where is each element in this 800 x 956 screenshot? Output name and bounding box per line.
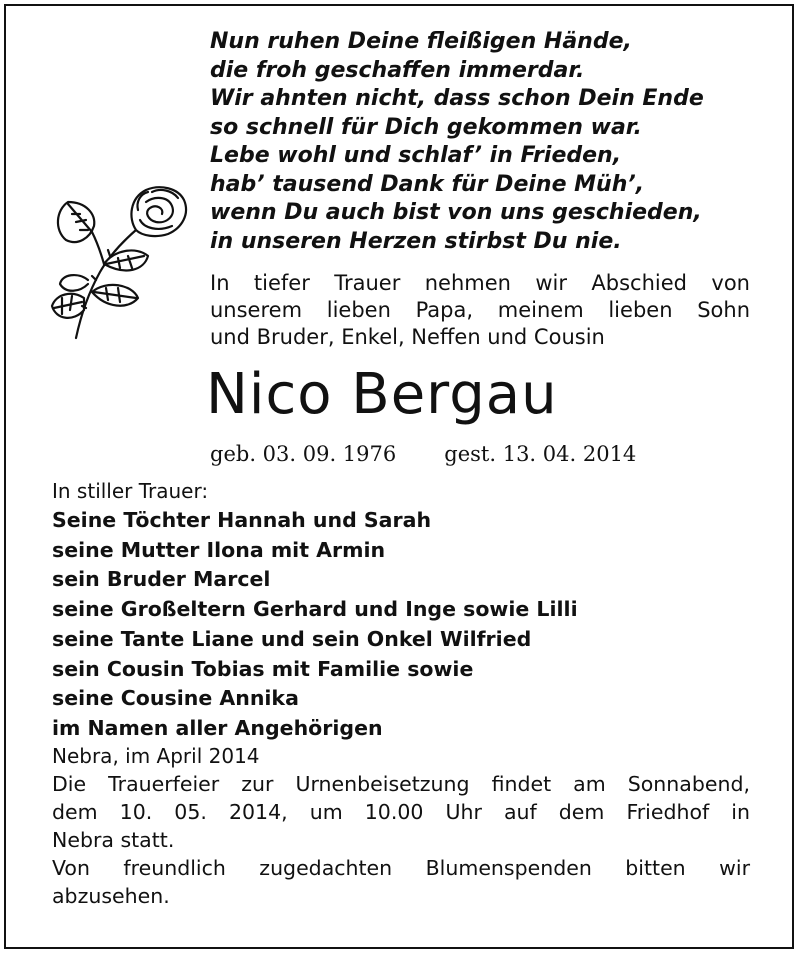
mourner-line: seine Tante Liane und sein Onkel Wilfried (52, 626, 532, 651)
mourners-label: In stiller Trauer: (52, 479, 209, 503)
poem-line: wenn Du auch bist von uns geschieden, (210, 200, 702, 225)
death-date: gest. 13. 04. 2014 (444, 442, 637, 466)
mourner-line: sein Cousin Tobias mit Familie sowie (52, 656, 474, 681)
poem (210, 28, 704, 256)
mourner-line: sein Bruder Marcel (52, 567, 271, 592)
notice-line: Nebra statt. (52, 828, 175, 852)
rose-icon (48, 180, 198, 340)
poem-line: in unseren Herzen stirbst Du nie. (210, 228, 622, 254)
place-date: Nebra, im April 2014 (52, 744, 260, 768)
notice-line: dem 10. 05. 2014, um 10.00 Uhr auf dem Friedhof in (52, 800, 750, 824)
poem-line: hab’ tausend Dank für Deine Müh’, (210, 171, 645, 197)
life-dates (210, 440, 636, 468)
mourner-line: seine Großeltern Gerhard und Inge sowie Lilli (52, 597, 578, 622)
poem-line: Nun ruhen Deine fleißigen Hände, (210, 29, 632, 54)
funeral-notice (52, 770, 750, 910)
birth-date: geb. 03. 09. 1976 (210, 442, 397, 466)
notice-line: Von freundlich zugedachten Blumenspenden bitten wir (52, 856, 750, 880)
mourners-list (52, 506, 578, 744)
intro-line: unserem lieben Papa, meinem lieben Sohn (210, 298, 750, 322)
poem-line: Lebe wohl und schlaf’ in Frieden, (210, 143, 622, 168)
poem-line: so schnell für Dich gekommen war. (210, 114, 642, 140)
notice-line: Die Trauerfeier zur Urnenbeisetzung findet am Sonnabend, (52, 772, 750, 796)
deceased-name: Nico Bergau (206, 362, 558, 427)
mourner-line: im Namen aller Angehörigen (52, 715, 383, 740)
intro-line: und Bruder, Enkel, Neffen und Cousin (210, 325, 605, 349)
notice-line: abzusehen. (52, 884, 170, 908)
mourner-line: seine Mutter Ilona mit Armin (52, 537, 386, 562)
intro-line: In tiefer Trauer nehmen wir Abschied von (210, 271, 750, 295)
mourner-line: seine Cousine Annika (52, 686, 299, 711)
poem-line: die froh geschaffen immerdar. (210, 57, 585, 83)
intro-text (210, 270, 750, 351)
mourner-line: Seine Töchter Hannah und Sarah (52, 508, 432, 532)
poem-line: Wir ahnten nicht, dass schon Dein Ende (210, 86, 704, 111)
